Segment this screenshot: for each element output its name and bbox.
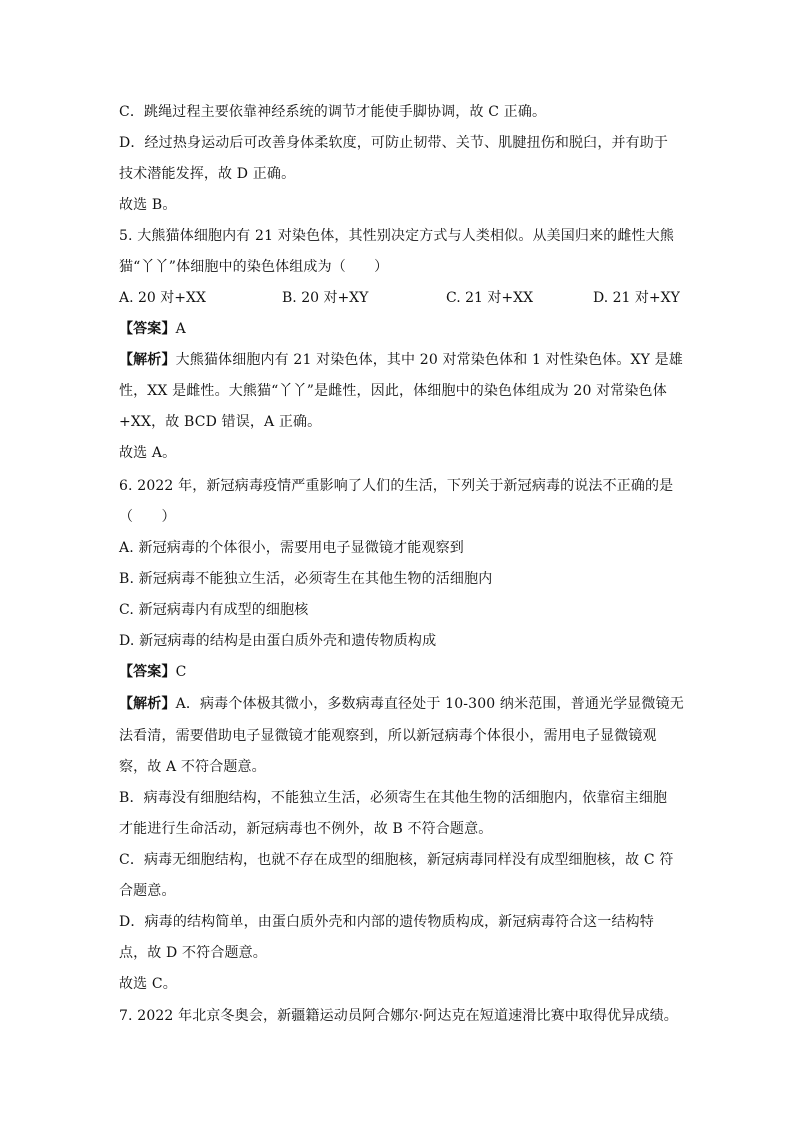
q5-analysis xyxy=(119,350,683,370)
q7-stem: 7. 2022 年北京冬奥会，新疆籍运动员阿合娜尔·阿达克在短道速滑比赛中取得优异成绩。 xyxy=(119,1008,678,1024)
q5-analysis-cont: 性，XX 是雌性。大熊猫“丫丫”是雌性，因此，体细胞中的染色体组成为 20 对常染色体 xyxy=(119,383,667,399)
q4-option-d-explanation: D．经过热身运动后可改善身体柔软度，可防止韧带、关节、肌腱扭伤和脱臼，并有助于 xyxy=(119,135,669,151)
q6-analysis-b-cont: 才能进行生命活动，新冠病毒也不例外，故 B 不符合题意。 xyxy=(119,821,493,837)
q5-answer xyxy=(119,319,186,339)
answer-value: A xyxy=(175,321,186,337)
q5-option-b: B. 20 对+XY xyxy=(282,290,369,306)
q6-analysis-d: D．病毒的结构简单，由蛋白质外壳和内部的遗传物质构成，新冠病毒符合这一结构特 xyxy=(119,914,654,930)
q6-analysis-a-cont: 察，故 A 不符合题意。 xyxy=(119,759,266,775)
q6-option-c: C. 新冠病毒内有成型的细胞核 xyxy=(119,602,309,618)
q6-option-b: B. 新冠病毒不能独立生活，必须寄生在其他生物的活细胞内 xyxy=(119,571,493,587)
q5-stem: 5. 大熊猫体细胞内有 21 对染色体，其性别决定方式与人类相似。从美国归来的雌性大熊 xyxy=(119,228,674,244)
q5-conclusion: 故选 A。 xyxy=(119,445,177,461)
answer-label: 【答案】 xyxy=(119,664,176,680)
q6-answer xyxy=(119,662,186,682)
analysis-text: A．病毒个体极其微小，多数病毒直径处于 10-300 纳米范围，普通光学显微镜无 xyxy=(175,696,684,712)
q5-stem-cont: 猫“丫丫”体细胞中的染色体组成为（ ） xyxy=(119,259,389,275)
q4-option-c-explanation: C．跳绳过程主要依靠神经系统的调节才能使手脚协调，故 C 正确。 xyxy=(119,104,547,120)
analysis-label: 【解析】 xyxy=(119,696,176,712)
q6-conclusion: 故选 C。 xyxy=(119,976,177,992)
q4-option-d-explanation-cont: 技术潜能发挥，故 D 正确。 xyxy=(119,166,296,182)
q6-analysis-c: C．病毒无细胞结构，也就不存在成型的细胞核，新冠病毒同样没有成型细胞核，故 C 符 xyxy=(119,852,674,868)
q6-analysis-c-cont: 合题意。 xyxy=(119,883,176,899)
q6-analysis-d-cont: 点，故 D 不符合题意。 xyxy=(119,945,267,961)
q6-option-d: D. 新冠病毒的结构是由蛋白质外壳和遗传物质构成 xyxy=(119,633,437,649)
q6-stem: 6. 2022 年，新冠病毒疫情严重影响了人们的生活，下列关于新冠病毒的说法不正确的是 xyxy=(119,478,674,494)
answer-value: C xyxy=(175,664,187,680)
q6-option-a: A. 新冠病毒的个体很小，需要用电子显微镜才能观察到 xyxy=(119,540,464,556)
q6-analysis-a-cont: 法看清，需要借助电子显微镜才能观察到，所以新冠病毒个体很小，需用电子显微镜观 xyxy=(119,728,657,744)
q6-analysis-b: B．病毒没有细胞结构，不能独立生活，必须寄生在其他生物的活细胞内，依靠宿主细胞 xyxy=(119,790,668,806)
analysis-label: 【解析】 xyxy=(119,352,176,368)
q6-stem-cont: （ ） xyxy=(119,509,176,525)
q4-conclusion: 故选 B。 xyxy=(119,197,177,213)
q5-analysis-cont: +XX，故 BCD 错误，A 正确。 xyxy=(119,414,322,430)
q5-option-c: C. 21 对+XX xyxy=(446,290,534,306)
analysis-text: 大熊猫体细胞内有 21 对染色体，其中 20 对常染色体和 1 对性染色体。XY 是雄 xyxy=(175,352,683,368)
answer-label: 【答案】 xyxy=(119,321,176,337)
q5-option-a: A. 20 对+XX xyxy=(119,290,206,306)
q5-option-d: D. 21 对+XY xyxy=(593,290,680,306)
q6-analysis xyxy=(119,694,684,714)
